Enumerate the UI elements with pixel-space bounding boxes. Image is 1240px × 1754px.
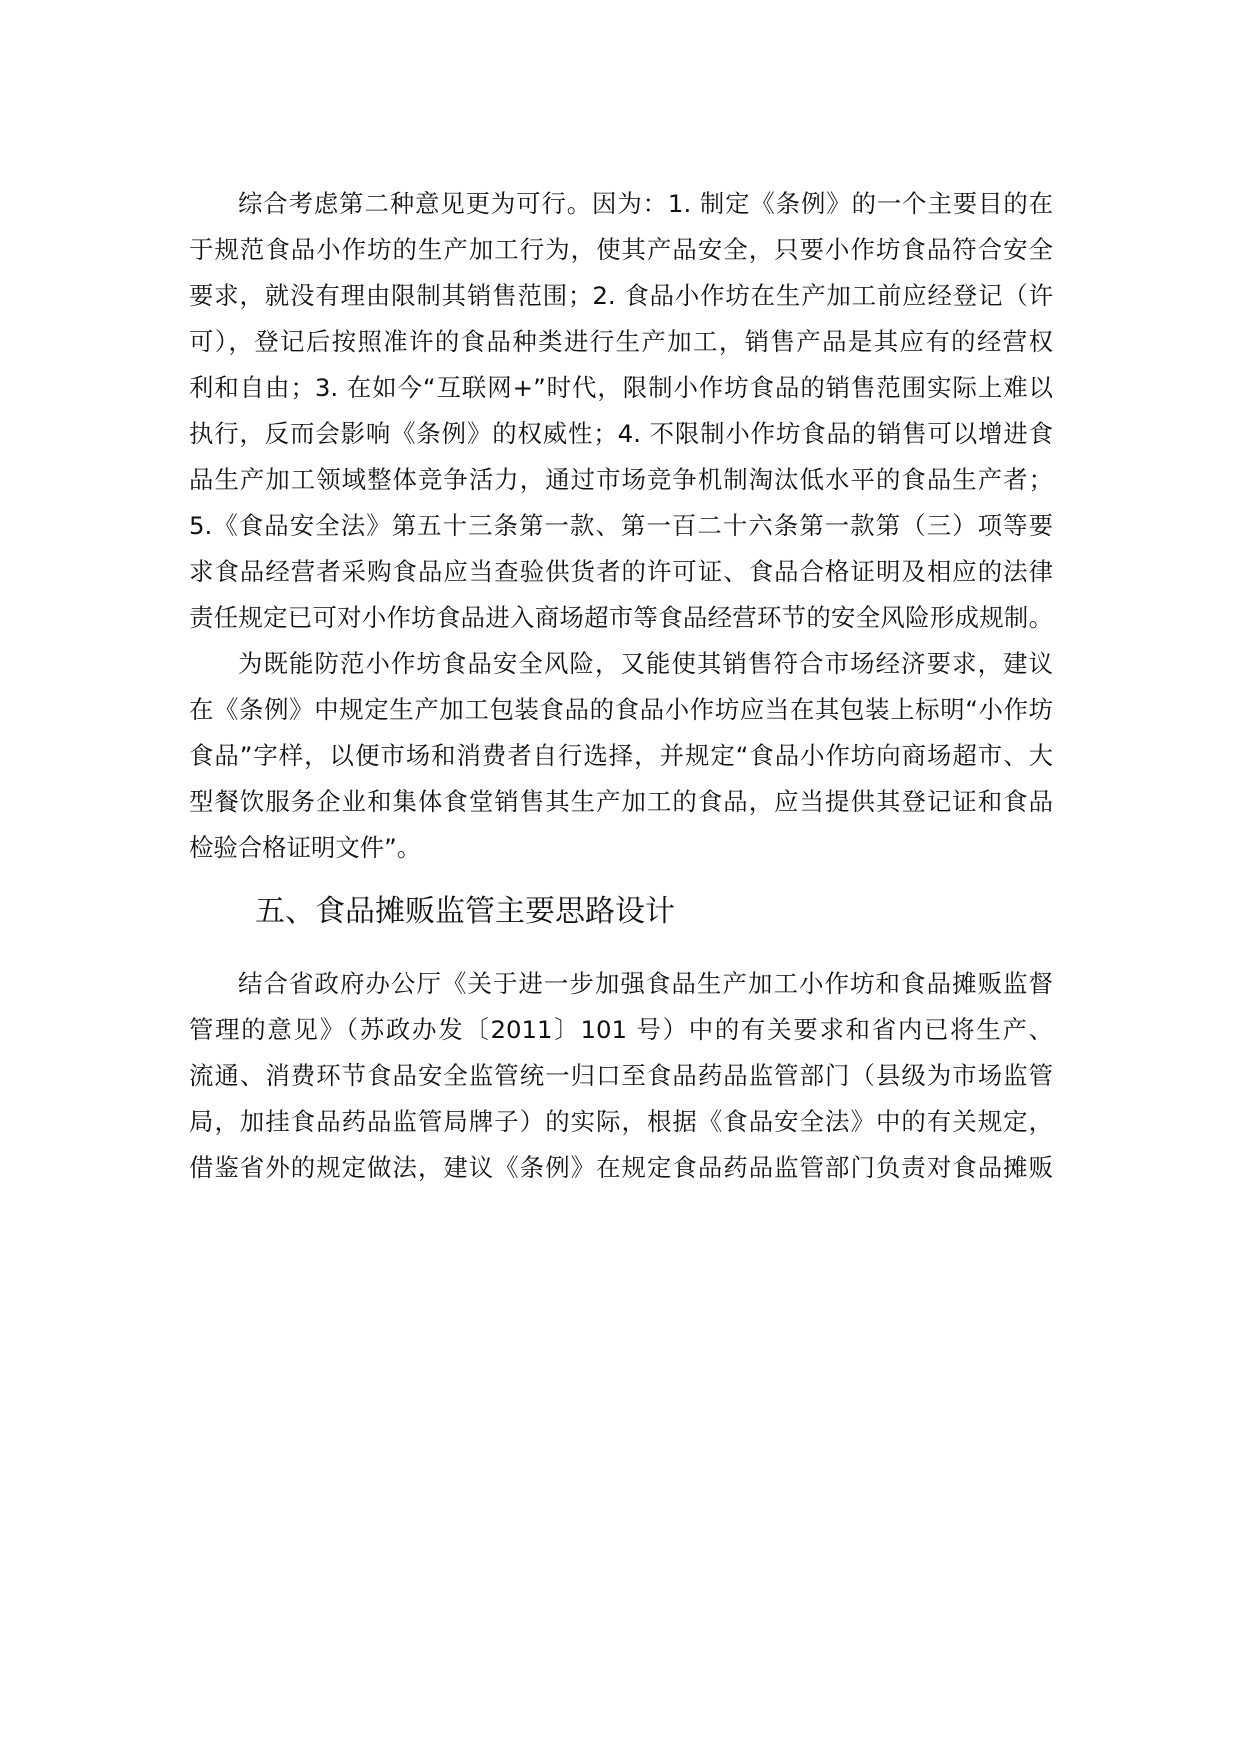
paragraph-2-line-5: 检验合格证明文件”。 <box>189 833 422 862</box>
section-paragraph-line-2: 管理的意见》（苏政办发〔2011〕101 号）中的有关要求和省内已将生产、 <box>189 1015 1053 1044</box>
section-paragraph-line-5: 借鉴省外的规定做法，建议《条例》在规定食品药品监管部门负责对食品摊贩 <box>189 1153 1053 1182</box>
section-paragraph-line-1: 结合省政府办公厅《关于进一步加强食品生产加工小作坊和食品摊贩监督 <box>238 969 1053 998</box>
section-heading: 五、食品摊贩监管主要思路设计 <box>255 894 675 929</box>
section-paragraph-line-4: 局，加挂食品药品监管局牌子）的实际，根据《食品安全法》中的有关规定， <box>189 1107 1053 1136</box>
paragraph-1-line-7: 品生产加工领域整体竞争活力，通过市场竞争机制淘汰低水平的食品生产者； <box>189 465 1053 494</box>
paragraph-1-line-6: 执行，反而会影响《条例》的权威性；4. 不限制小作坊食品的销售可以增进食 <box>189 419 1053 448</box>
paragraph-1-line-2: 于规范食品小作坊的生产加工行为，使其产品安全，只要小作坊食品符合安全 <box>189 235 1053 264</box>
paragraph-1-line-8: 5.《食品安全法》第五十三条第一款、第一百二十六条第一款第（三）项等要 <box>189 511 1053 540</box>
paragraph-2-line-1: 为既能防范小作坊食品安全风险，又能使其销售符合市场经济要求，建议 <box>238 649 1053 678</box>
paragraph-1-line-4: 可），登记后按照准许的食品种类进行生产加工，销售产品是其应有的经营权 <box>189 327 1053 356</box>
paragraph-1-line-1: 综合考虑第二种意见更为可行。因为：1. 制定《条例》的一个主要目的在 <box>238 189 1053 218</box>
section-paragraph-line-3: 流通、消费环节食品安全监管统一归口至食品药品监管部门（县级为市场监管 <box>189 1061 1053 1090</box>
paragraph-2-line-3: 食品”字样，以便市场和消费者自行选择，并规定“食品小作坊向商场超市、大 <box>189 741 1053 770</box>
paragraph-1-line-5: 利和自由；3. 在如今“互联网+”时代，限制小作坊食品的销售范围实际上难以 <box>189 373 1053 402</box>
paragraph-1-line-9: 求食品经营者采购食品应当查验供货者的许可证、食品合格证明及相应的法律 <box>189 557 1053 586</box>
paragraph-2-line-2: 在《条例》中规定生产加工包装食品的食品小作坊应当在其包装上标明“小作坊 <box>189 695 1053 724</box>
paragraph-1-line-3: 要求，就没有理由限制其销售范围；2. 食品小作坊在生产加工前应经登记（许 <box>189 281 1053 310</box>
paragraph-2-line-4: 型餐饮服务企业和集体食堂销售其生产加工的食品，应当提供其登记证和食品 <box>189 787 1053 816</box>
paragraph-1-line-10: 责任规定已可对小作坊食品进入商场超市等食品经营环节的安全风险形成规制。 <box>189 603 1053 632</box>
